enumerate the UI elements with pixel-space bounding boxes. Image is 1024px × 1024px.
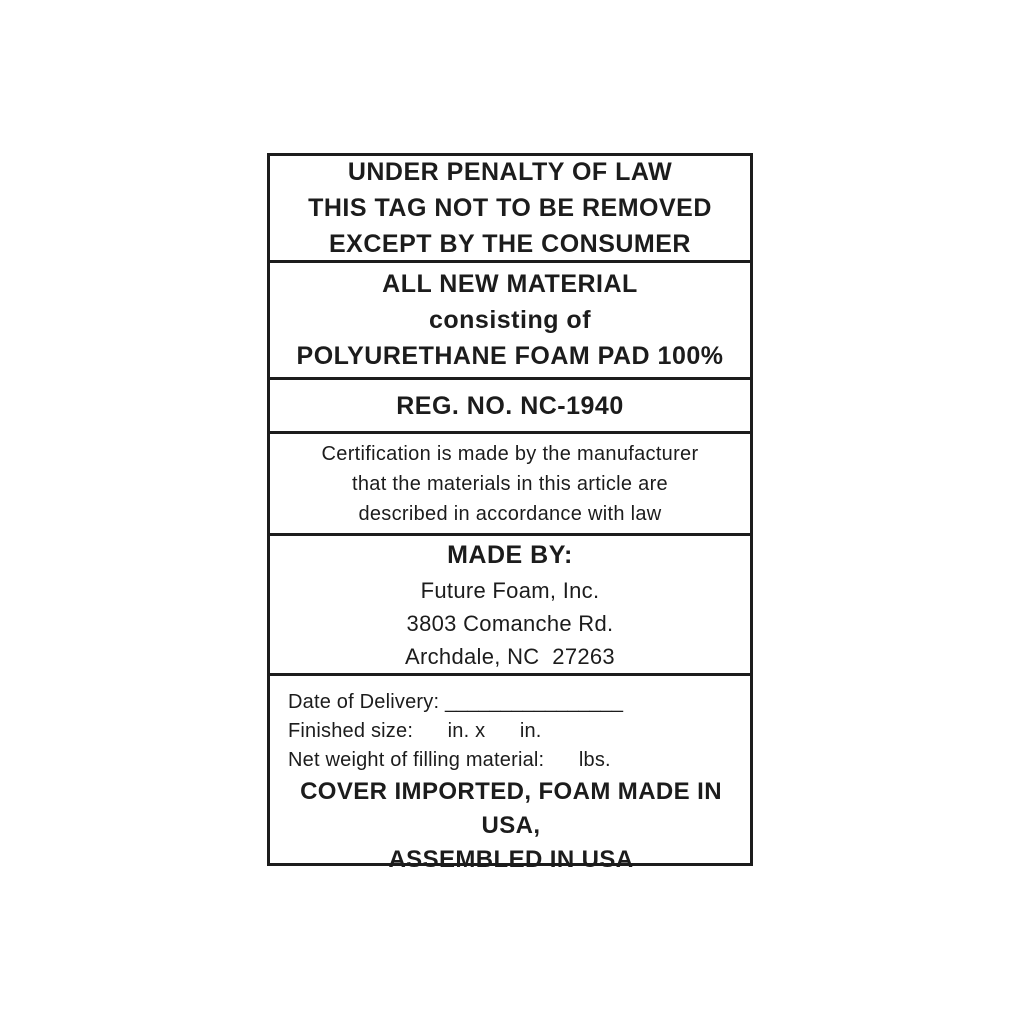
details-section: [270, 673, 750, 889]
date-of-delivery-blank: ________________: [445, 691, 623, 713]
penalty-line-3: EXCEPT BY THE CONSUMER: [329, 230, 691, 258]
material-section: [270, 260, 750, 377]
origin-line-1: COVER IMPORTED, FOAM MADE IN USA,: [300, 778, 730, 839]
origin-line-2: ASSEMBLED IN USA: [388, 846, 634, 873]
manufacturer-city: Archdale, NC 27263: [405, 643, 615, 669]
penalty-line-1: UNDER PENALTY OF LAW: [347, 158, 673, 186]
certification-section: [270, 431, 750, 533]
penalty-section: [270, 156, 750, 260]
finished-size-row: Finished size: in. x in.: [288, 720, 542, 742]
certification-line-2: that the materials in this article are: [352, 472, 668, 495]
net-weight-row: Net weight of filling material: lbs.: [288, 749, 611, 771]
date-of-delivery-row: [288, 688, 734, 717]
date-of-delivery-label: Date of Delivery:: [288, 691, 445, 713]
material-line-2: consisting of: [428, 306, 592, 334]
manufacturer-name: Future Foam, Inc.: [420, 577, 600, 603]
certification-line-1: Certification is made by the manufacturer: [321, 442, 699, 465]
material-line-3: POLYURETHANE FOAM PAD 100%: [296, 342, 724, 370]
certification-line-3: described in accordance with law: [358, 502, 662, 525]
material-line-1: ALL NEW MATERIAL: [382, 270, 638, 298]
made-by-section: [270, 533, 750, 673]
penalty-line-2: THIS TAG NOT TO BE REMOVED: [308, 194, 712, 222]
law-label: [267, 153, 753, 873]
origin-statement: [288, 775, 734, 879]
made-by-heading: MADE BY:: [447, 540, 573, 569]
registration-number: REG. NO. NC-1940: [396, 391, 624, 420]
details-fill-in-block: [288, 688, 734, 775]
manufacturer-street: 3803 Comanche Rd.: [406, 610, 614, 636]
registration-section: [270, 377, 750, 431]
